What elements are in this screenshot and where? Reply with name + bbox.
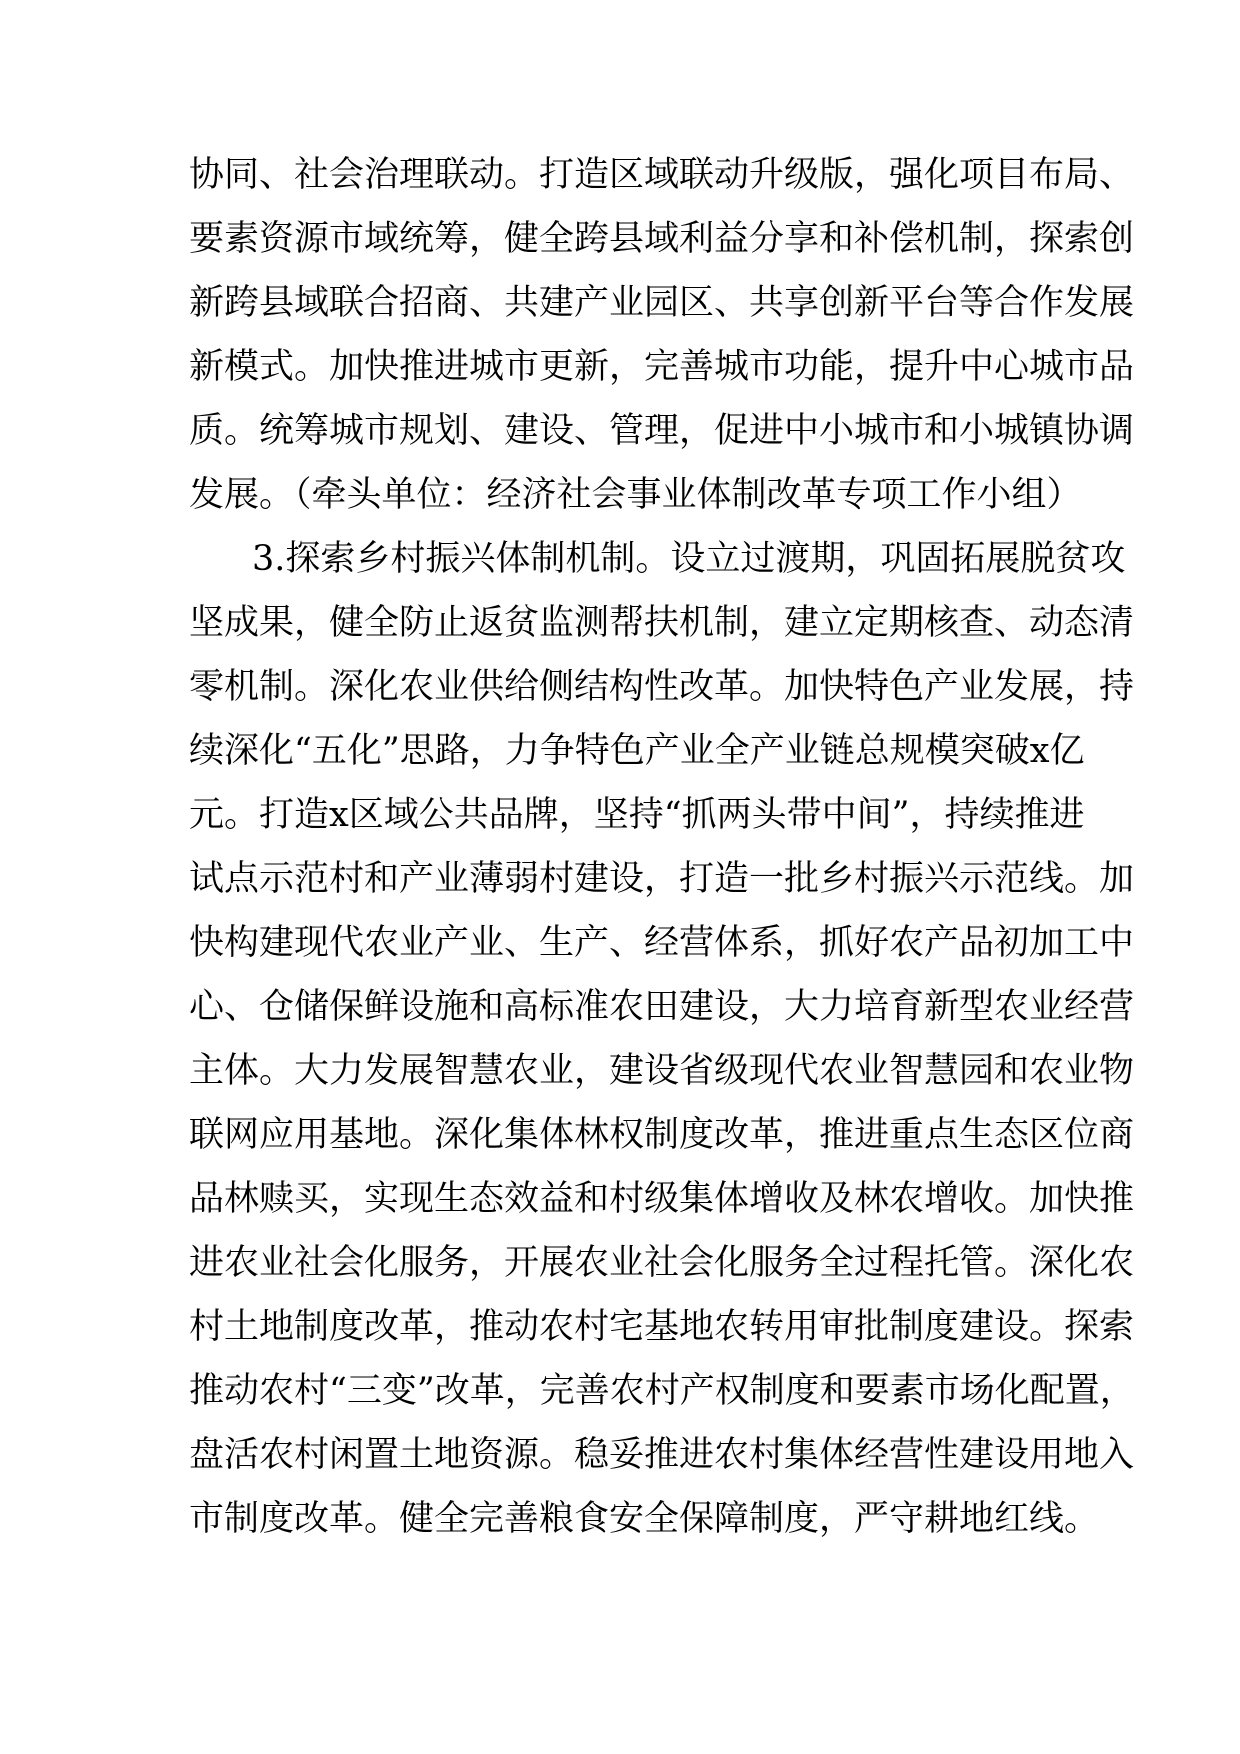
text-line: 协同、社会治理联动。打造区域联动升级版，强化项目布局、 [189,155,1135,195]
text-line: 主体。大力发展智慧农业，建设省级现代农业智慧园和农业物 [189,1051,1135,1091]
text-line: 发展。（牵头单位：经济社会事业体制改革专项工作小组） [189,475,1082,515]
text-line: 新跨县域联合招商、共建产业园区、共享创新平台等合作发展 [189,283,1135,323]
text-line: 进农业社会化服务，开展农业社会化服务全过程托管。深化农 [189,1243,1135,1283]
paragraph-heading-line: 3.探索乡村振兴体制机制。设立过渡期，巩固拓展脱贫攻 [252,539,1126,579]
text-line: 试点示范村和产业薄弱村建设，打造一批乡村振兴示范线。加 [189,859,1135,899]
text-line: 零机制。深化农业供给侧结构性改革。加快特色产业发展，持 [189,667,1135,707]
text-line: 心、仓储保鲜设施和高标准农田建设，大力培育新型农业经营 [189,987,1135,1027]
text-line: 续深化“五化”思路，力争特色产业全产业链总规模突破x亿 [189,731,1085,771]
text-line: 村土地制度改革，推动农村宅基地农转用审批制度建设。探索 [189,1307,1135,1347]
text-line: 新模式。加快推进城市更新，完善城市功能，提升中心城市品 [189,347,1135,387]
text-line: 盘活农村闲置土地资源。稳妥推进农村集体经营性建设用地入 [189,1435,1135,1475]
text-line: 推动农村“三变”改革，完善农村产权制度和要素市场化配置， [189,1371,1135,1411]
text-line: 要素资源市域统筹，健全跨县域利益分享和补偿机制，探索创 [189,219,1135,259]
text-line: 市制度改革。健全完善粮食安全保障制度，严守耕地红线。 [189,1499,1100,1539]
text-line: 快构建现代农业产业、生产、经营体系，抓好农产品初加工中 [189,923,1135,963]
text-line: 联网应用基地。深化集体林权制度改革，推进重点生态区位商 [189,1115,1135,1155]
text-line: 坚成果，健全防止返贫监测帮扶机制，建立定期核查、动态清 [189,603,1135,643]
text-line: 质。统筹城市规划、建设、管理，促进中小城市和小城镇协调 [189,411,1135,451]
text-line: 品林赎买，实现生态效益和村级集体增收及林农增收。加快推 [189,1179,1135,1219]
text-line: 元。打造x区域公共品牌，坚持“抓两头带中间”，持续推进 [189,795,1085,835]
